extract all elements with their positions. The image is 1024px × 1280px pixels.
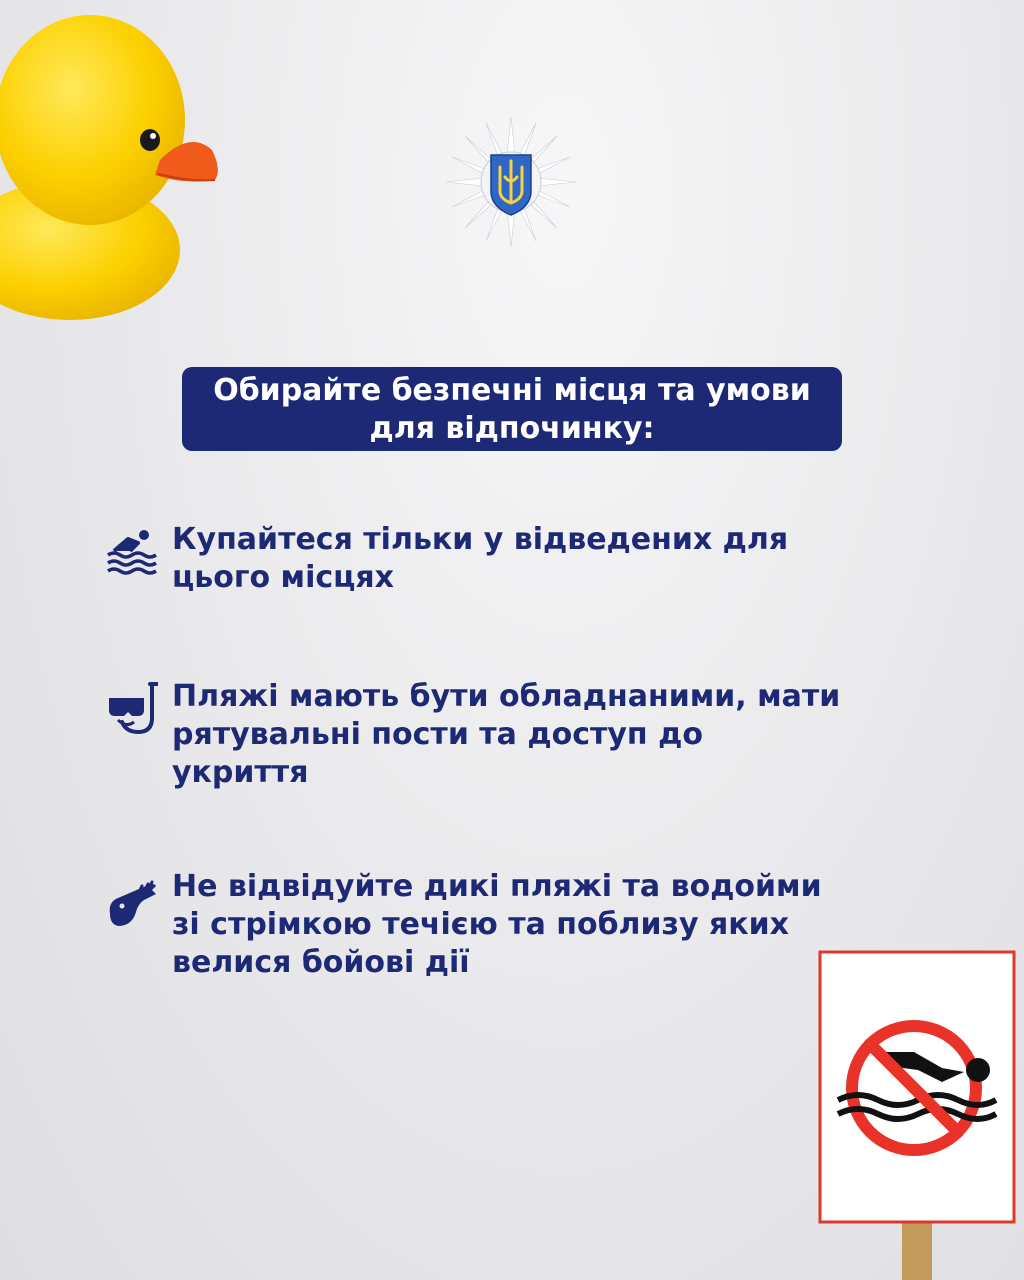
- title-line-2: для відпочинку:: [369, 411, 655, 446]
- title-line-1: Обирайте безпечні місця та умови: [213, 373, 811, 408]
- item-2-line-2: рятувальні пости та доступ до: [172, 717, 703, 752]
- item-3-line-1: Не відвідуйте дикі пляжі та водойми: [172, 869, 822, 904]
- item-1-line-1: Купайтеся тільки у відведених для: [172, 522, 789, 557]
- police-emblem-icon: [444, 115, 578, 249]
- rubber-duck-image: [0, 0, 230, 320]
- item-3-line-3: велися бойові дії: [172, 945, 470, 980]
- title-banner: [182, 367, 842, 451]
- item-1-line-2: цього місцях: [172, 560, 394, 595]
- no-swimming-sign-image: [818, 950, 1024, 1280]
- item-2-line-3: укриття: [172, 755, 309, 790]
- crocodile-icon: [106, 874, 158, 930]
- item-2-line-1: Пляжі мають бути обладнаними, мати: [172, 679, 841, 714]
- item-3-line-2: зі стрімкою течією та поблизу яких: [172, 907, 789, 942]
- snorkel-mask-icon: [106, 682, 158, 738]
- swimmer-waves-icon: [106, 521, 158, 577]
